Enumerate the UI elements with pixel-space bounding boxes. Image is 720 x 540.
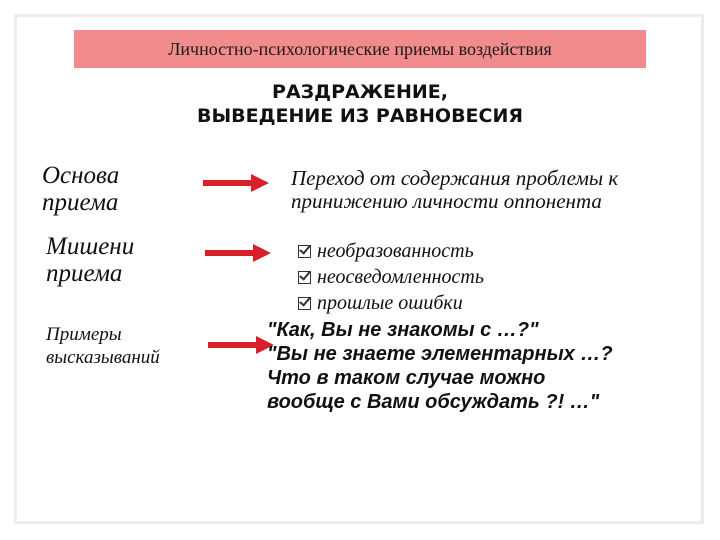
header-title: Личностно-психологические приемы воздействия bbox=[74, 30, 646, 68]
example-quote-line: "Как, Вы не знакомы с …?" bbox=[267, 319, 539, 341]
examples-label-line2: высказываний bbox=[46, 347, 160, 368]
list-item bbox=[298, 264, 484, 290]
example-quotes bbox=[267, 318, 707, 414]
target-item-text: прошлые ошибки bbox=[317, 292, 463, 314]
basis-description-line1: Переход от содержания проблемы к bbox=[291, 166, 619, 190]
list-item bbox=[298, 290, 484, 316]
checkbox-checked-icon bbox=[298, 245, 311, 258]
basis-label-line1: Основа bbox=[42, 162, 120, 189]
basis-description-line2: принижению личности оппонента bbox=[291, 189, 602, 213]
slide-title bbox=[150, 80, 570, 128]
right-arrow-icon bbox=[208, 336, 274, 354]
examples-label bbox=[46, 323, 160, 369]
examples-label-line1: Примеры bbox=[46, 324, 122, 345]
example-quote-line: вообще с Вами обсуждать ?! …" bbox=[267, 391, 600, 413]
example-quote-line: Что в таком случае можно bbox=[267, 367, 546, 389]
right-arrow-icon bbox=[203, 174, 269, 192]
targets-label-line1: Мишени bbox=[46, 233, 135, 260]
target-item-text: необразованность bbox=[317, 240, 474, 262]
list-item bbox=[298, 238, 484, 264]
right-arrow-icon bbox=[205, 244, 271, 262]
checkbox-checked-icon bbox=[298, 297, 311, 310]
targets-list bbox=[298, 238, 484, 316]
basis-label bbox=[42, 162, 119, 216]
checkbox-checked-icon bbox=[298, 271, 311, 284]
basis-description bbox=[291, 167, 691, 213]
target-item-text: неосведомленность bbox=[317, 266, 484, 288]
slide-title-line1: РАЗДРАЖЕНИЕ, bbox=[272, 81, 448, 103]
targets-label bbox=[46, 233, 134, 287]
slide-title-line2: ВЫВЕДЕНИЕ ИЗ РАВНОВЕСИЯ bbox=[196, 105, 524, 127]
example-quote-line: "Вы не знаете элементарных …? bbox=[267, 343, 613, 365]
basis-label-line2: приема bbox=[42, 189, 119, 216]
targets-label-line2: приема bbox=[46, 260, 123, 287]
